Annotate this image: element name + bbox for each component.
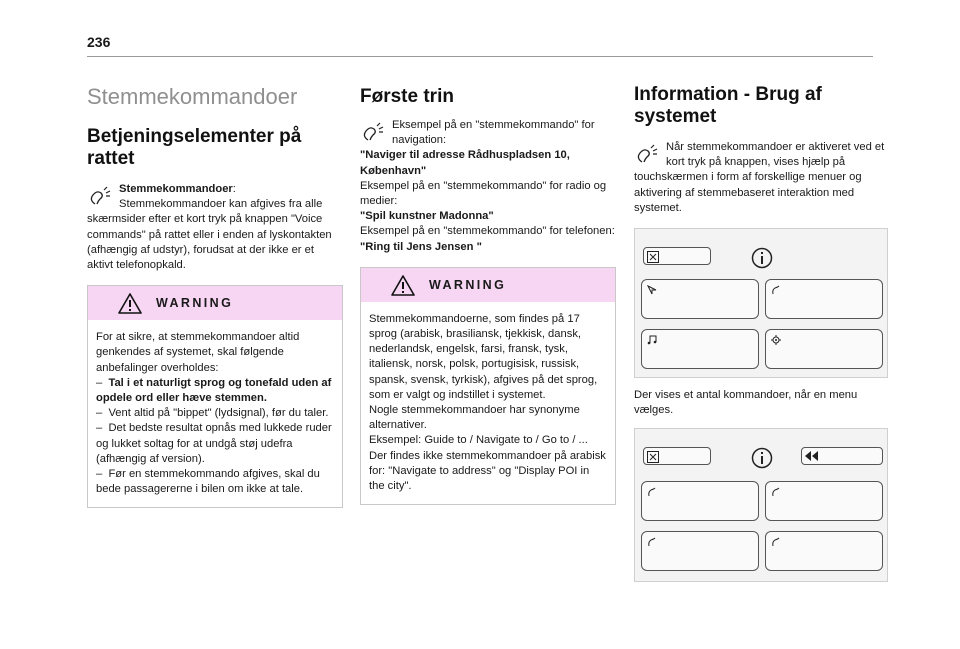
warning-title: WARNING bbox=[429, 277, 507, 292]
warning-box bbox=[87, 285, 343, 508]
voice-command-icon bbox=[360, 120, 388, 142]
voice-icon bbox=[647, 487, 657, 497]
voice-icon bbox=[771, 285, 781, 295]
left-heading: Betjeningselementer på rattet bbox=[87, 126, 302, 169]
right-heading: Information - Brug af systemet bbox=[634, 84, 822, 127]
command-button-3[interactable] bbox=[641, 531, 759, 571]
middle-examples: Eksempel på en "stemmekommando" for navigation: "Naviger til adresse Rådhuspladsen 10, København" Eksempel på en "stemmekommando" for radio og medier: "Spil kunstner Madonna" Eksempel på en "stemmekommando" for telefonen: "Ring til Jens Jensen " bbox=[360, 119, 615, 253]
menu-button-music[interactable] bbox=[641, 329, 759, 369]
top-divider bbox=[87, 56, 873, 57]
right-column bbox=[634, 84, 889, 582]
right-intro: Når stemmekommandoer er aktiveret ved et kort tryk på knappen, vises hjælp på touchskærmen i form af forskellige menuer og aktivering af stemmebaseret interaktion med systemet. bbox=[634, 141, 885, 214]
warning-icon bbox=[118, 292, 142, 314]
menu-button-navigation[interactable] bbox=[641, 279, 759, 319]
info-icon[interactable] bbox=[751, 447, 773, 469]
warning-box bbox=[360, 267, 616, 505]
voice-icon bbox=[647, 537, 657, 547]
menu-button-voice[interactable] bbox=[765, 279, 883, 319]
intro-bold: Stemmekommandoer bbox=[119, 183, 233, 195]
settings-icon bbox=[771, 335, 781, 345]
middle-column bbox=[360, 84, 616, 505]
section-title: Stemmekommandoer bbox=[87, 84, 298, 109]
back-icon bbox=[803, 450, 819, 462]
voice-command-icon bbox=[87, 184, 115, 206]
help-screen-submenu bbox=[634, 428, 888, 582]
voice-command-icon bbox=[634, 142, 662, 164]
info-icon[interactable] bbox=[751, 247, 773, 269]
close-box-icon[interactable] bbox=[647, 451, 659, 463]
warning-title: WARNING bbox=[156, 296, 234, 311]
middle-heading: Første trin bbox=[360, 86, 454, 107]
navigation-icon bbox=[647, 285, 657, 295]
close-box-icon[interactable] bbox=[647, 251, 659, 263]
help-screen-main bbox=[634, 228, 888, 378]
warning-header bbox=[361, 268, 615, 302]
command-button-1[interactable] bbox=[641, 481, 759, 521]
warning-header bbox=[88, 286, 342, 320]
left-column bbox=[87, 84, 343, 508]
command-button-2[interactable] bbox=[765, 481, 883, 521]
warning-body: Stemmekommandoerne, som findes på 17 sprog (arabisk, brasiliansk, tjekkisk, dansk, nederlandsk, engelsk, farsi, fransk, tysk, italiensk, norsk, polsk, portugisisk, russisk, spansk, svensk, tyrkisk), afgives på det sprog, som er valgt og indstillet i systemet. Nogle stemmekommandoer har synonyme alternativer. Eksempel: Guide to / Navigate to / Go to / ... Der findes ikke stemmekommandoer på arabisk for: "Navigate to address" og "Display POI in the city". bbox=[369, 312, 606, 493]
warning-body: For at sikre, at stemmekommandoer altid genkendes af systemet, skal følgende anbefalinger overholdes: – Tal i et naturligt sprog og tonefald uden af opdele ord eller hæve stemmen. – Vent altid på "bippet" (lydsignal), før du taler. – Det bedste resultat opnås med lukkede ruder og lukket soltag for at undgå støj udefra (afhængig af version). – Før en stemmekommando afgives, skal du bede passagererne i bilen om ikke at tale. bbox=[96, 331, 332, 496]
left-intro: Stemmekommandoer: Stemmekommandoer kan afgives fra alle skærmsider efter et kort tryk på knappen "Voice commands" på rattet eller i enden af lyskontakten (afhængig af udstyr), forudsat at der ikke er et aktivt telefonopkald. bbox=[87, 183, 332, 272]
menu-button-settings[interactable] bbox=[765, 329, 883, 369]
page-number: 236 bbox=[87, 34, 111, 50]
command-button-4[interactable] bbox=[765, 531, 883, 571]
voice-icon bbox=[771, 487, 781, 497]
intro-text: Stemmekommandoer kan afgives fra alle skærmsider efter et kort tryk på knappen "Voice commands" på rattet eller i enden af lyskontakten (afhængig af udstyr), forudsat at der ikke er et aktivt telefonopkald. bbox=[87, 198, 332, 272]
voice-icon bbox=[771, 537, 781, 547]
screen-caption: Der vises et antal kommandoer, når en menu vælges. bbox=[634, 389, 858, 417]
warning-icon bbox=[391, 274, 415, 296]
music-icon bbox=[647, 335, 657, 345]
